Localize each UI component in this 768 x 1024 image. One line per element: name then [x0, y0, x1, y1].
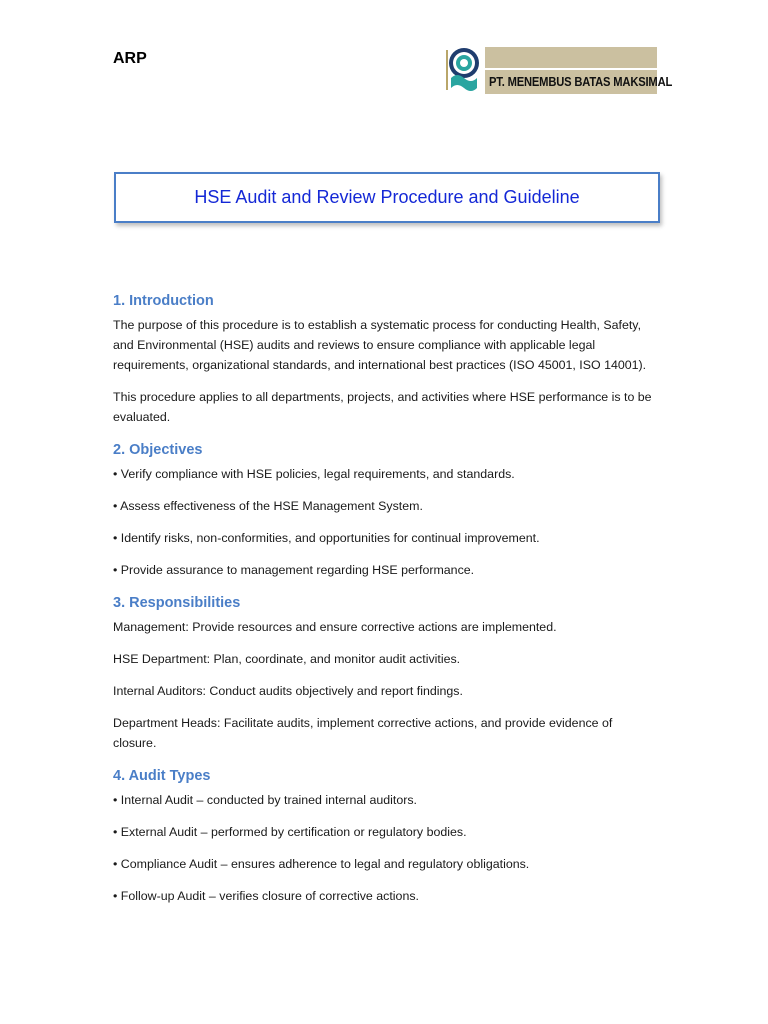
section-heading: 1. Introduction: [113, 293, 214, 309]
paragraph: Internal Auditors: Conduct audits objectively and report findings.: [113, 684, 463, 698]
paragraph: The purpose of this procedure is to establish a systematic process for conducting Health, Safety, and Environmental (HSE) audits and reviews to ensure compliance with applicable legal requirements, organizational standards, and international best practices (ISO 45001, ISO 14001).: [113, 318, 647, 372]
list-item: • Assess effectiveness of the HSE Management System.: [113, 499, 423, 513]
section-introduction: [113, 290, 658, 427]
section-responsibilities: [113, 592, 658, 753]
section-heading: 2. Objectives: [113, 442, 203, 458]
document-title-box: [114, 172, 660, 223]
document-body: [113, 290, 658, 918]
company-logo: [443, 44, 673, 95]
company-logo-icon: [443, 44, 485, 95]
section-heading: 4. Audit Types: [113, 768, 211, 784]
list-item: • Internal Audit – conducted by trained internal auditors.: [113, 793, 417, 807]
section-audit-types: [113, 765, 658, 906]
list-item: • External Audit – performed by certification or regulatory bodies.: [113, 825, 467, 839]
list-item: • Provide assurance to management regarding HSE performance.: [113, 563, 475, 577]
list-item: • Compliance Audit – ensures adherence to legal and regulatory obligations.: [113, 857, 530, 871]
list-item: • Identify risks, non-conformities, and opportunities for continual improvement.: [113, 531, 540, 545]
paragraph: Department Heads: Facilitate audits, implement corrective actions, and provide evidence of closure.: [113, 716, 613, 750]
list-item: • Verify compliance with HSE policies, legal requirements, and standards.: [113, 467, 515, 481]
company-name: PT. MENEMBUS BATAS MAKSIMAL: [489, 74, 673, 89]
paragraph: Management: Provide resources and ensure corrective actions are implemented.: [113, 620, 557, 634]
paragraph: This procedure applies to all departments, projects, and activities where HSE performance is to be evaluated.: [113, 390, 652, 424]
document-code: ARP: [113, 50, 147, 67]
section-objectives: [113, 439, 658, 580]
paragraph: HSE Department: Plan, coordinate, and monitor audit activities.: [113, 652, 461, 666]
section-heading: 3. Responsibilities: [113, 595, 241, 611]
list-item: • Follow-up Audit – verifies closure of corrective actions.: [113, 889, 419, 903]
document-title: HSE Audit and Review Procedure and Guideline: [194, 187, 580, 207]
